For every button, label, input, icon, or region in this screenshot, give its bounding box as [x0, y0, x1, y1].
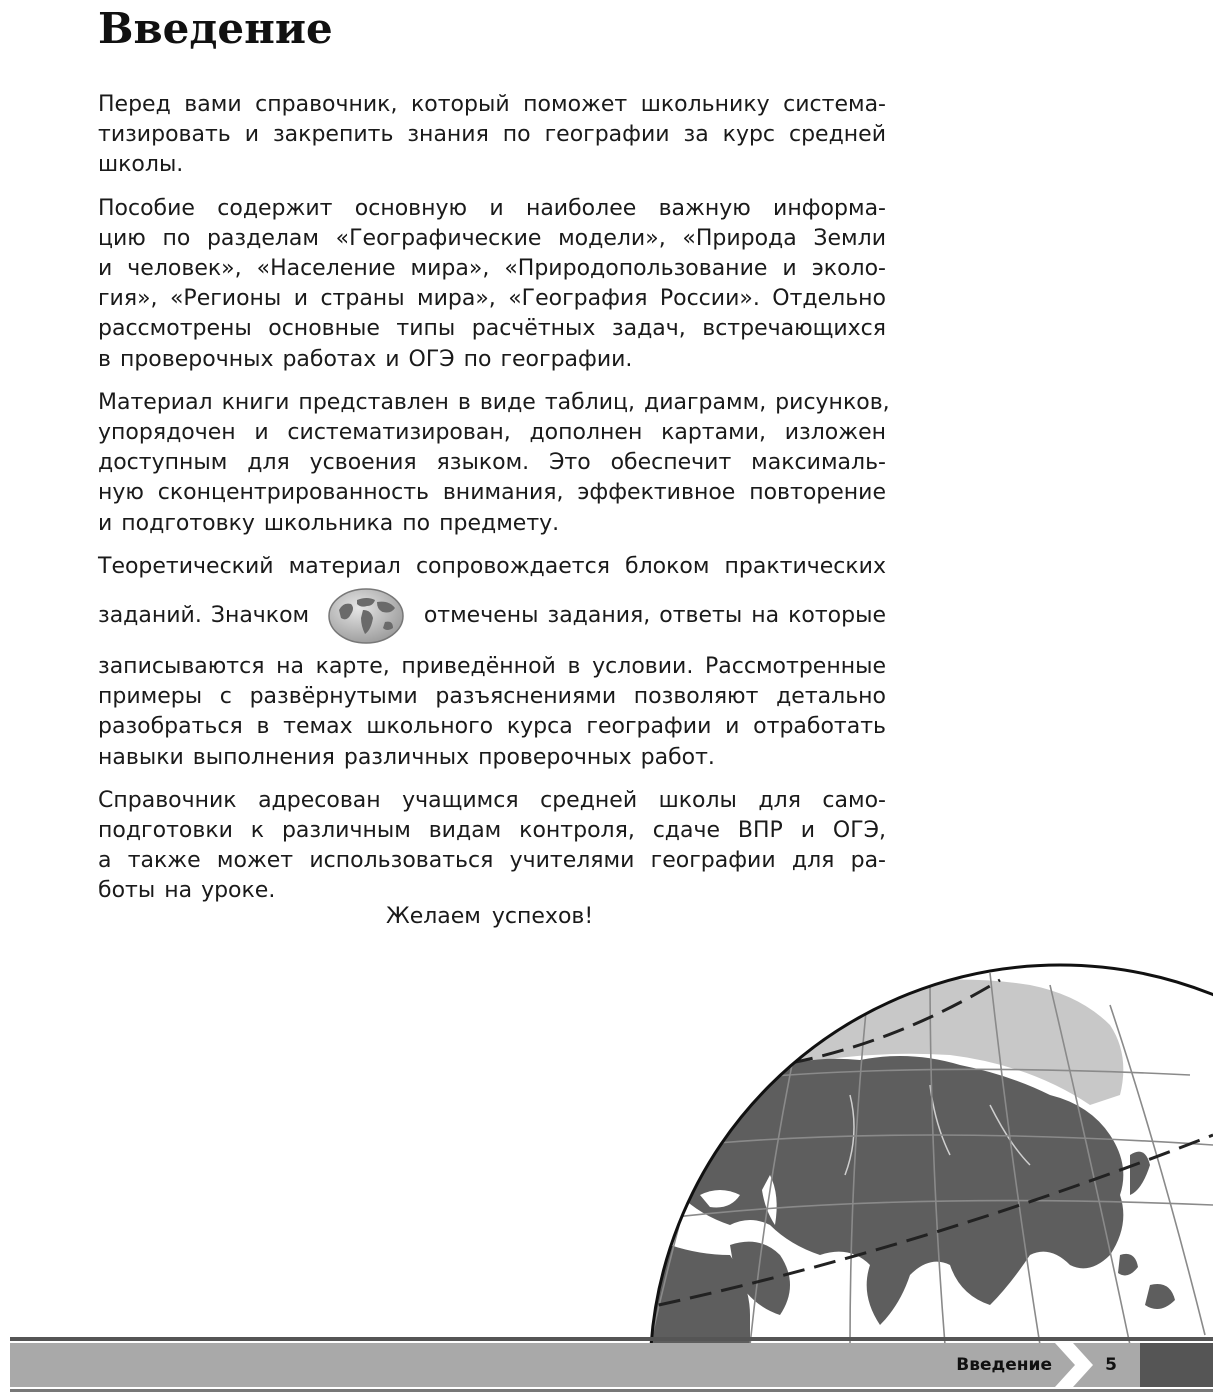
- paragraph-5: [98, 786, 886, 907]
- closing-wish: Желаем успехов!: [386, 904, 594, 929]
- text-line: в проверочных работах и ОГЭ по географии.: [98, 346, 633, 372]
- text-line: ную сконцентрированность внимания, эффективное повторение: [98, 480, 886, 506]
- page-title: Введение: [98, 4, 333, 53]
- footer-section-title: Введение: [956, 1355, 1052, 1375]
- footer-rule: [10, 1337, 1213, 1341]
- text-line: тизировать и закрепить знания по географии за курс средней: [98, 122, 886, 148]
- globe-illustration: [430, 955, 1213, 1345]
- text-line: примеры с развёрнутыми разъяснениями позволяют детально: [98, 684, 886, 710]
- shelf-area: [490, 1118, 600, 1215]
- text-line: цию по разделам «Географические модели», «Природа Земли: [98, 225, 886, 251]
- text-line: боты на уроке.: [98, 878, 276, 904]
- icon-line-before: заданий. Значком: [98, 602, 310, 628]
- chevron-right-icon: [1055, 1343, 1095, 1387]
- text-line: и подготовку школьника по предмету.: [98, 510, 560, 536]
- icon-line: [98, 586, 886, 646]
- text-line: Теоретический материал сопровождается блоком практических: [98, 553, 886, 579]
- footer-dark-block: [1140, 1343, 1213, 1387]
- text-line: гия», «Регионы и страны мира», «География России». Отдельно: [98, 286, 886, 312]
- text-line: рассмотрены основные типы расчётных задач, встречающихся: [98, 316, 886, 342]
- scandinavia: [620, 1055, 683, 1125]
- text-line: доступным для усвоения языком. Это обеспечит максималь-: [98, 450, 886, 476]
- body-text: [98, 90, 890, 920]
- text-line: навыки выполнения различных проверочных работ.: [98, 744, 715, 770]
- text-line: Перед вами справочник, который поможет школьнику система-: [98, 92, 886, 117]
- text-line: записываются на карте, приведённой в условии. Рассмотренные: [98, 654, 886, 680]
- text-line: Материал книги представлен в виде таблиц, диаграмм, рисунков,: [98, 389, 890, 415]
- text-line: Справочник адресован учащимся средней школы для само-: [98, 787, 886, 813]
- text-line: упорядочен и систематизирован, дополнен картами, изложен: [98, 420, 886, 446]
- page-number: 5: [1105, 1355, 1117, 1375]
- footer-bottom-rule: [10, 1389, 1213, 1392]
- paragraph-2: [98, 194, 886, 375]
- paragraph-4: [98, 552, 886, 773]
- text-line: разобраться в темах школьного курса географии и отработать: [98, 714, 886, 740]
- globe-icon: [327, 588, 405, 644]
- text-line: подготовки к различным видам контроля, сдаче ВПР и ОГЭ,: [98, 818, 886, 844]
- text-line: Пособие содержит основную и наиболее важную информа-: [98, 195, 886, 221]
- page-footer: [0, 1337, 1213, 1397]
- text-line: а также может использоваться учителями географии для ра-: [98, 848, 886, 874]
- text-line: и человек», «Население мира», «Природопользование и эколо-: [98, 256, 886, 282]
- text-line: школы.: [98, 152, 184, 178]
- icon-line-after: отмечены задания, ответы на которые: [423, 602, 886, 628]
- paragraph-1: [98, 90, 886, 181]
- paragraph-3: [98, 388, 890, 539]
